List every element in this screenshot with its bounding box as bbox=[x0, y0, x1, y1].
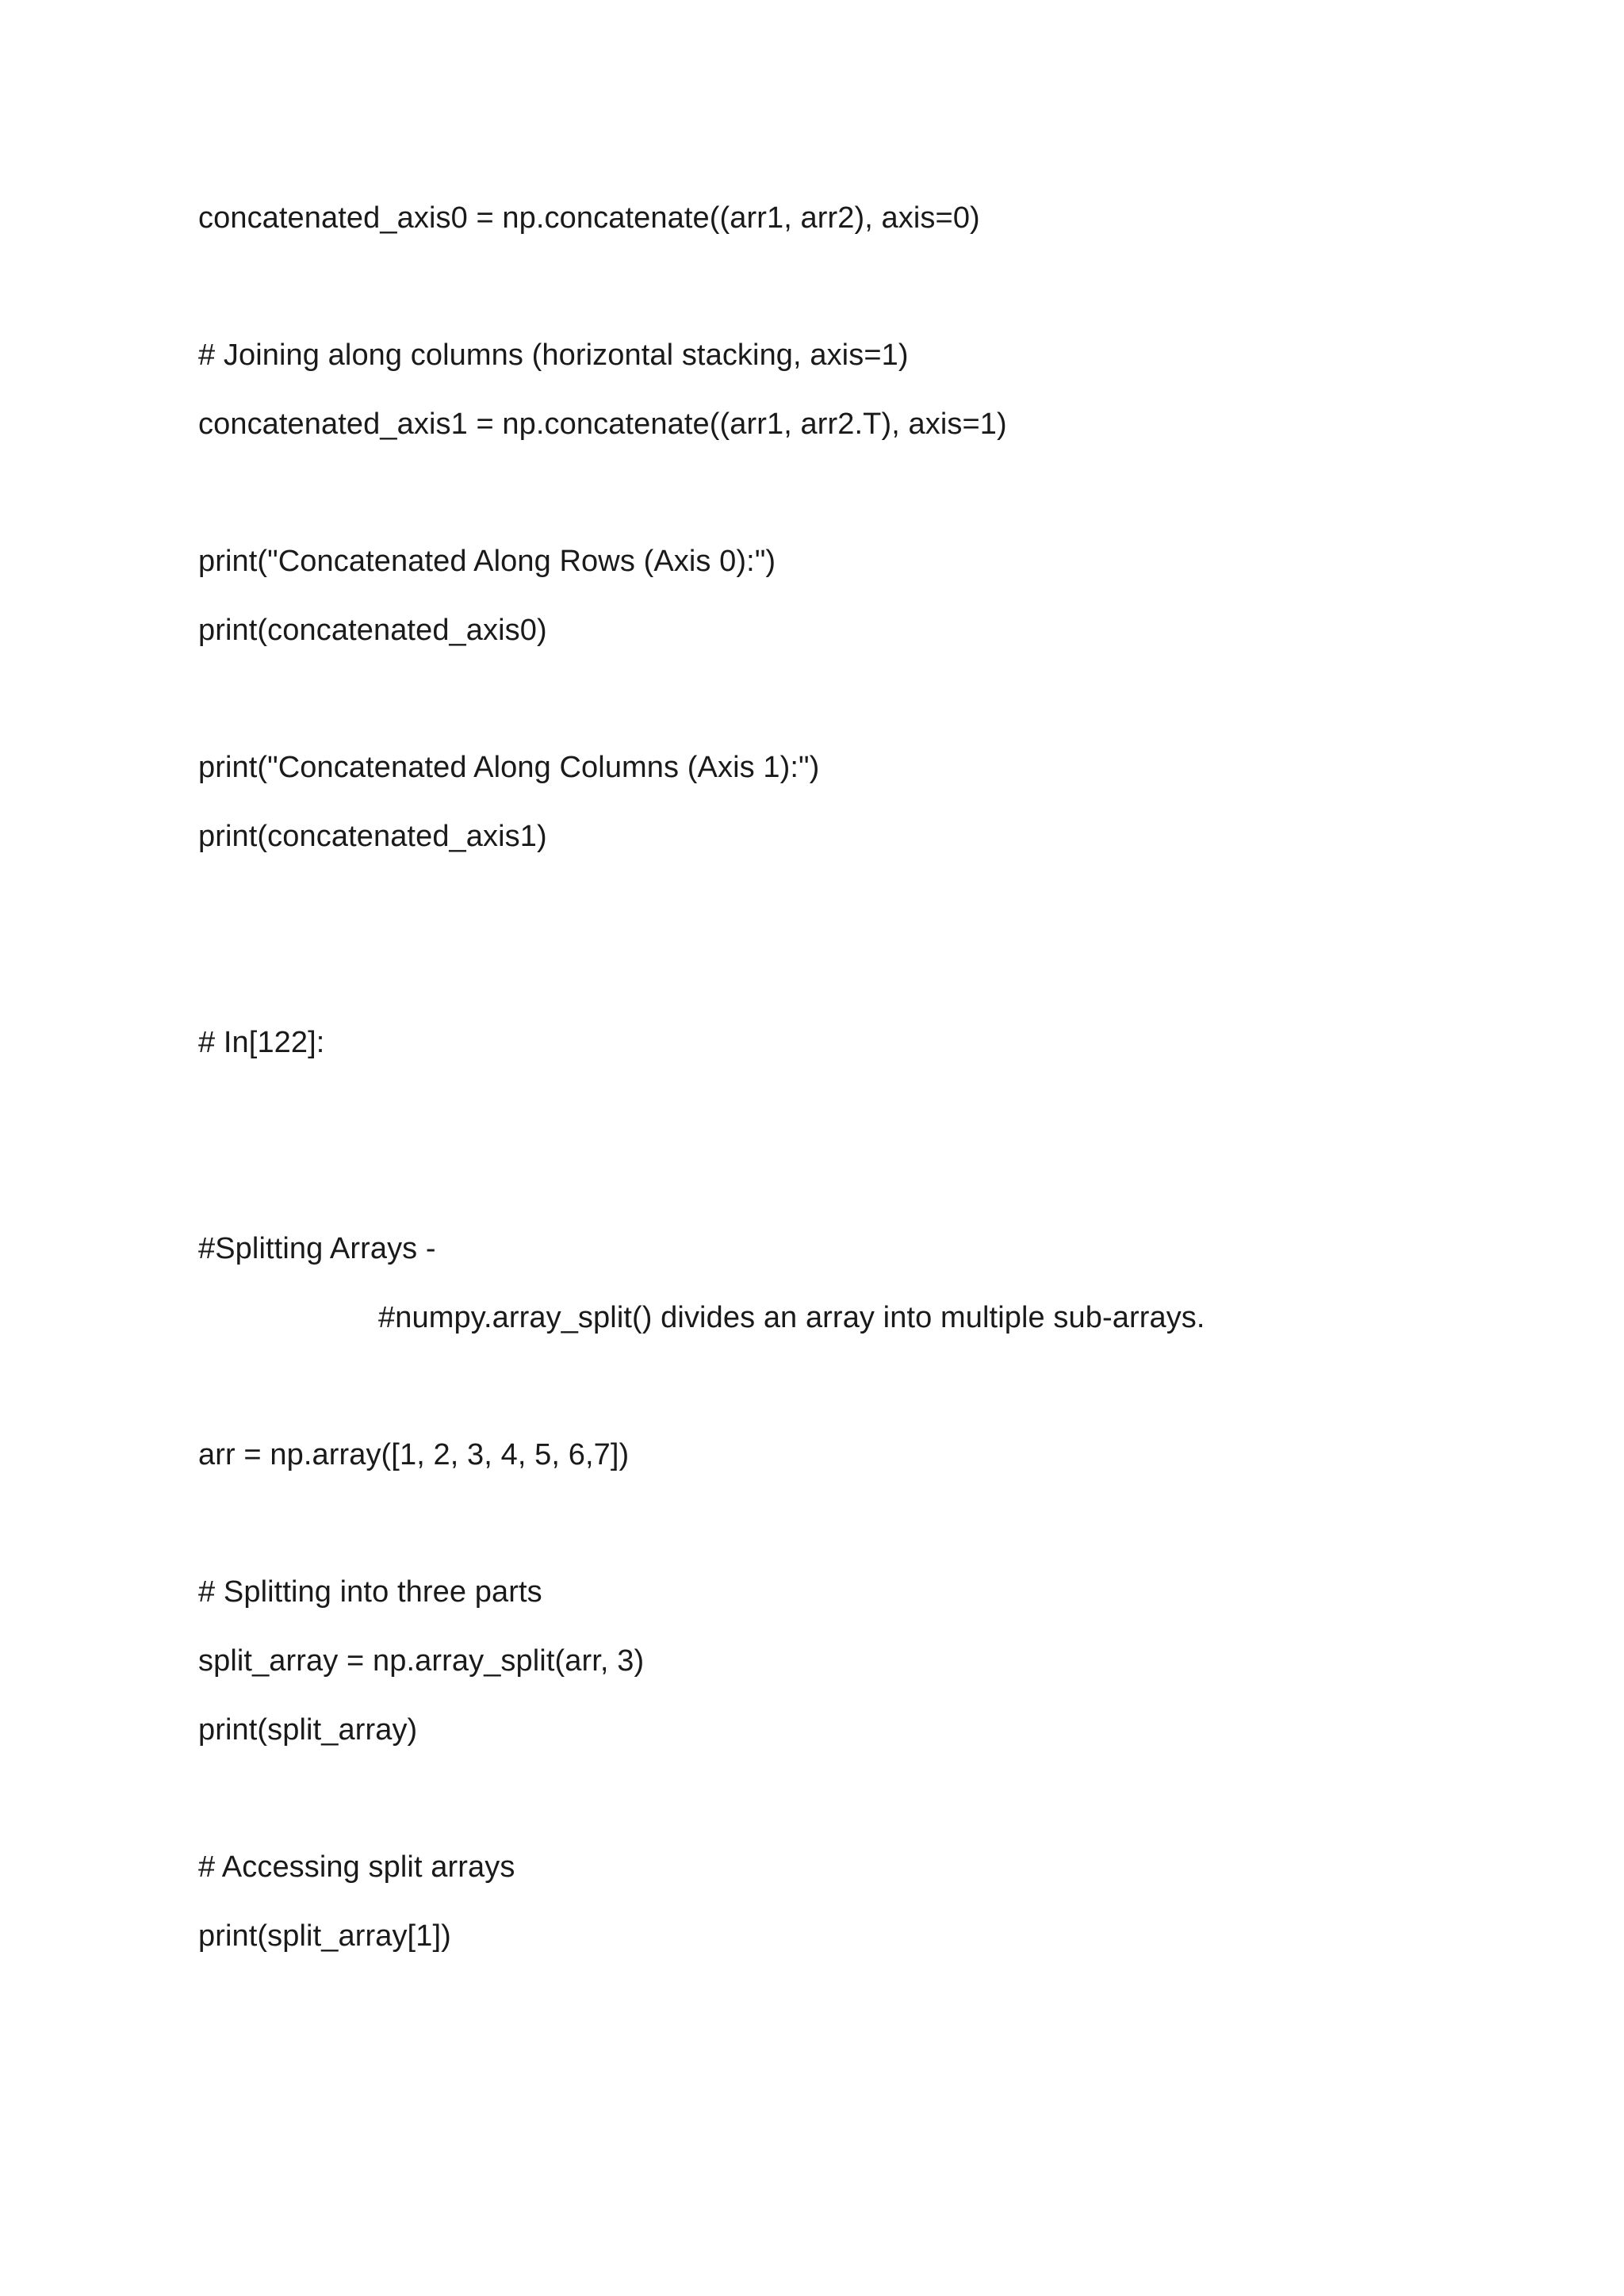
comment-splitting-arrays: #Splitting Arrays - bbox=[198, 1232, 436, 1265]
code-line-print-columns-label: print("Concatenated Along Columns (Axis 1):") bbox=[198, 751, 820, 784]
cell-marker-comment: # In[122]: bbox=[198, 1026, 325, 1059]
comment-joining-columns: # Joining along columns (horizontal stacking, axis=1) bbox=[198, 339, 909, 372]
code-line-print-split-array-index: print(split_array[1]) bbox=[198, 1919, 451, 1953]
code-line-concatenate-axis0: concatenated_axis0 = np.concatenate((arr1, arr2), axis=0) bbox=[198, 201, 980, 235]
code-line-print-axis0: print(concatenated_axis0) bbox=[198, 614, 547, 647]
code-line-print-split-array: print(split_array) bbox=[198, 1713, 418, 1747]
code-line-print-axis1: print(concatenated_axis1) bbox=[198, 820, 547, 853]
code-line-split-array: split_array = np.array_split(arr, 3) bbox=[198, 1644, 645, 1678]
code-line-print-rows-label: print("Concatenated Along Rows (Axis 0):") bbox=[198, 545, 776, 578]
comment-splitting-three-parts: # Splitting into three parts bbox=[198, 1575, 542, 1609]
comment-accessing-split-arrays: # Accessing split arrays bbox=[198, 1850, 515, 1884]
comment-array-split-description: #numpy.array_split() divides an array into multiple sub-arrays. bbox=[378, 1301, 1205, 1334]
code-line-arr-definition: arr = np.array([1, 2, 3, 4, 5, 6,7]) bbox=[198, 1438, 630, 1471]
code-line-concatenate-axis1: concatenated_axis1 = np.concatenate((arr1, arr2.T), axis=1) bbox=[198, 408, 1007, 441]
